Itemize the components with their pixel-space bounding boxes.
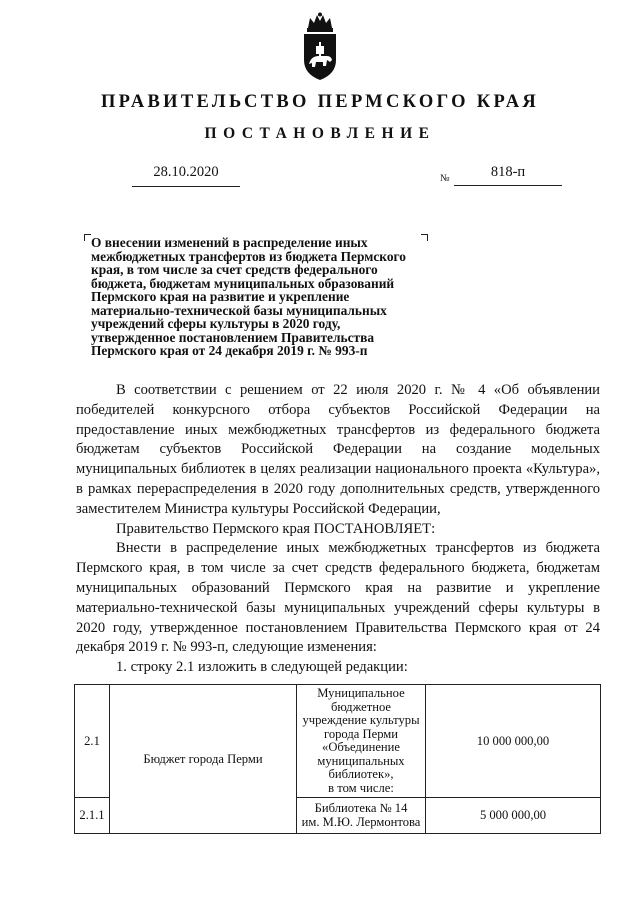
institution-line: библиотек», (328, 767, 394, 781)
title-line: межбюджетных трансфертов из бюджета Пермского (91, 248, 406, 264)
institution-line: города Перми (323, 726, 399, 741)
document-number-block (438, 164, 562, 186)
government-name: ПРАВИТЕЛЬСТВО ПЕРМСКОГО КРАЯ (100, 92, 540, 112)
item-paragraph: 1. строку 2.1 изложить в следующей редакции: (116, 659, 408, 676)
resolution-paragraph: Правительство Пермского края ПОСТАНОВЛЯЕТ: (116, 520, 436, 537)
institution-line: им. М.Ю. Лермонтова (301, 814, 421, 829)
budget-cell: Бюджет города Перми (110, 685, 297, 834)
title-line: О внесении изменений в распределение иных (91, 235, 368, 250)
number-sign: № (440, 173, 450, 184)
institution-cell (297, 798, 426, 834)
title-line: учреждений сферы культуры в 2020 году, (91, 316, 341, 331)
amount-cell: 10 000 000,00 (426, 685, 601, 798)
title-line: бюджета, бюджетам муниципальных образований (91, 275, 395, 291)
row-number-cell: 2.1 (75, 685, 110, 798)
amendment-table (74, 684, 601, 834)
institution-line: Библиотека № 14 (314, 801, 408, 815)
coat-of-arms-icon (299, 12, 341, 82)
document-type: ПОСТАНОВЛЕНИЕ (204, 125, 436, 142)
table-row (75, 685, 601, 798)
preamble-paragraph: В соответствии с решением от 22 июля 2020 г. № 4 «Об объявлении победителей конкурсного отбора субъектов Российской Федерации на предоставление иных межбюджетных трансфертов из федерального бюджета бюджетам субъектов Российской Федерации на создание модельных муниципальных библиотек в целях реализации национального проекта «Культура», в рамках перераспределения в 2020 году дополнительных средств, утвержденного заместителем Министра культуры Российской Федерации, (76, 382, 600, 517)
document-date: 28.10.2020 (132, 164, 240, 187)
institution-line: бюджетное (331, 699, 391, 714)
institution-line: Муниципальное (317, 686, 405, 700)
title-bracket-left (84, 234, 91, 241)
document-body (76, 381, 600, 678)
row-number-cell: 2.1.1 (75, 798, 110, 834)
amendment-paragraph: Внести в распределение иных межбюджетных трансфертов из бюджета Пермского края, в том числе за счет средств федерального бюджета, бюджетам муниципальных образований Пермского края на развитие и укрепление материально-технической базы муниципальных учреждений сферы культуры в 2020 году, утвержденное постановлением Правительства Пермского края от 24 декабря 2019 г. № 993-п, следующие изменения: (76, 540, 600, 656)
institution-line: муниципальных (317, 753, 405, 768)
institution-line: «Объединение (322, 740, 400, 754)
title-line: Пермского края от 24 декабря 2019 г. № 993-п (91, 343, 368, 358)
institution-cell (297, 685, 426, 798)
institution-line: учреждение культуры (302, 713, 420, 727)
title-line: Пермского края на развитие и укрепление (91, 289, 350, 304)
title-line: утвержденное постановлением Правительства (91, 329, 375, 345)
amount-cell: 5 000 000,00 (426, 798, 601, 834)
title-line: материально-технической базы муниципальных (91, 302, 387, 318)
institution-line: в том числе: (328, 780, 394, 795)
title-line: края, в том числе за счет средств федерального (91, 262, 378, 277)
document-number: 818-п (454, 163, 562, 186)
document-title (91, 236, 471, 358)
